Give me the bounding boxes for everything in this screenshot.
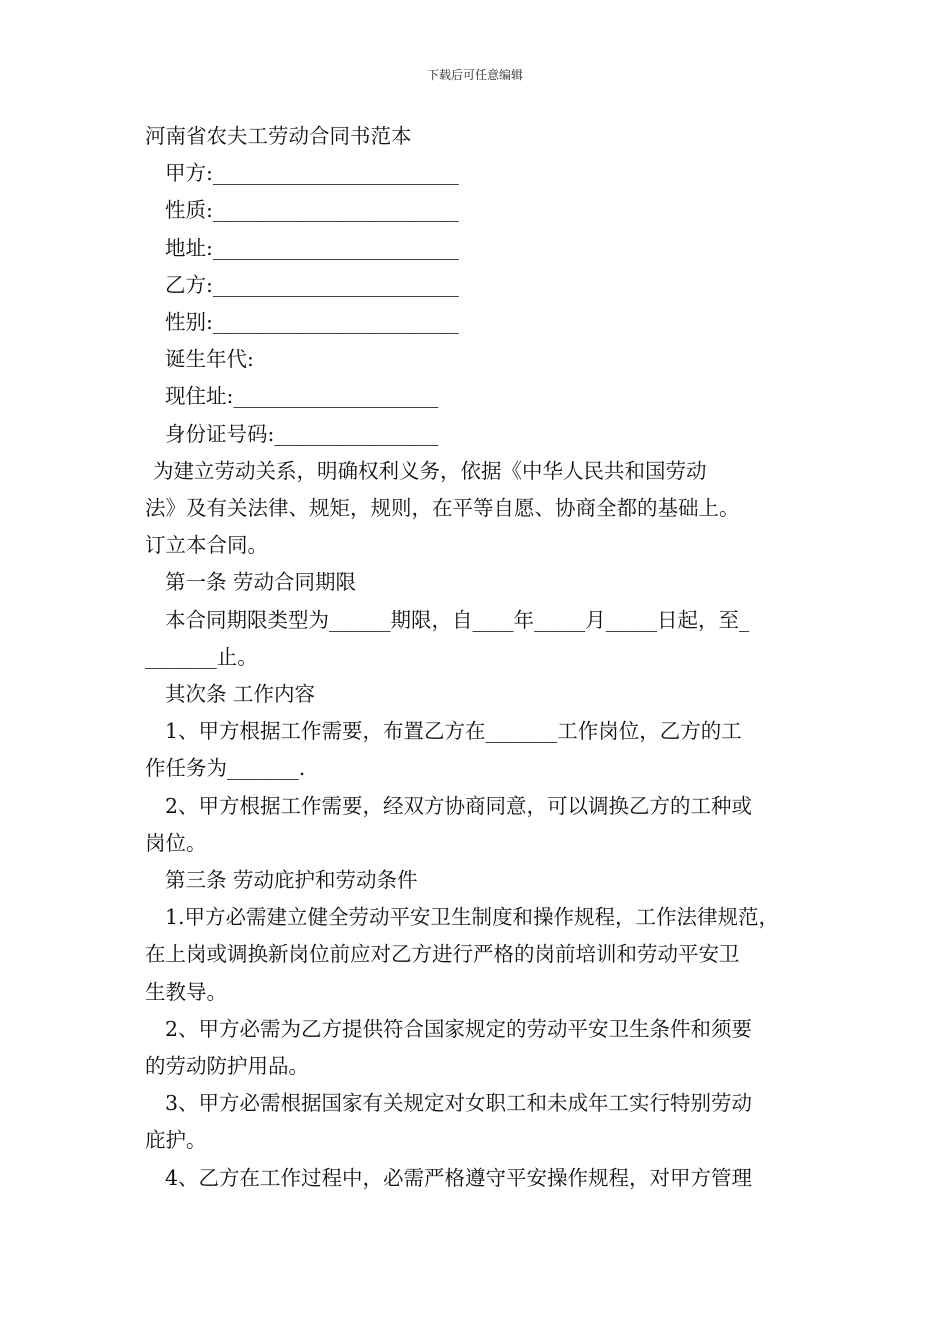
field-id-number: 身份证号码:________________ [165,421,439,446]
field-current-address: 现住址:____________________ [165,384,439,409]
article-1-term-cont: _______止。 [145,644,258,669]
article-2-item-2-cont: 岗位。 [145,830,207,855]
field-nature: 性质:________________________ [165,198,459,223]
article-3-heading: 第三条 劳动庇护和劳动条件 [165,868,418,893]
article-2-heading: 其次条 工作内容 [165,682,316,707]
article-3-item-1: 1.甲方必需建立健全劳动平安卫生制度和操作规程，工作法律规范， [165,905,780,930]
article-3-item-4: 4、乙方在工作过程中，必需严格遵守平安操作规程，对甲方管理 [165,1165,753,1190]
document-body [145,118,810,1197]
article-2-item-1: 1、甲方根据工作需要，布置乙方在_______工作岗位，乙方的工 [165,719,742,744]
article-3-item-3: 3、甲方必需根据国家有关规定对女职工和未成年工实行特别劳动 [165,1091,753,1116]
page-header: 下载后可任意编辑 [426,68,523,82]
article-3-item-3-cont: 庇护。 [145,1128,207,1153]
field-party-b: 乙方:________________________ [165,272,459,297]
field-address: 地址:________________________ [165,235,459,260]
article-1-term: 本合同期限类型为______期限，自____年_____月_____日起，至_ [165,607,750,632]
intro-line-2: 法》及有关法律、规矩，规则，在平等自愿、协商全都的基础上。 [145,496,740,521]
field-gender: 性别:________________________ [165,310,459,335]
article-3-item-1-cont-1: 在上岗或调换新岗位前应对乙方进行严格的岗前培训和劳动平安卫 [145,942,740,967]
article-3-item-1-cont-2: 生教导。 [145,979,227,1004]
article-2-item-1-cont: 作任务为_______. [145,756,306,781]
field-birth-date: 诞生年代: [165,347,254,372]
document-title: 河南省农夫工劳动合同书范本 [145,124,412,148]
intro-line-3: 订立本合同。 [145,533,268,558]
article-3-item-2: 2、甲方必需为乙方提供符合国家规定的劳动平安卫生条件和须要 [165,1016,753,1041]
article-1-heading: 第一条 劳动合同期限 [165,570,357,595]
intro-line-1: 为建立劳动关系，明确权利义务，依据《中华人民共和国劳动 [153,458,707,483]
field-party-a: 甲方:________________________ [165,161,459,186]
article-2-item-2: 2、甲方根据工作需要，经双方协商同意，可以调换乙方的工种或 [165,793,753,818]
article-3-item-2-cont: 的劳动防护用品。 [145,1054,309,1079]
